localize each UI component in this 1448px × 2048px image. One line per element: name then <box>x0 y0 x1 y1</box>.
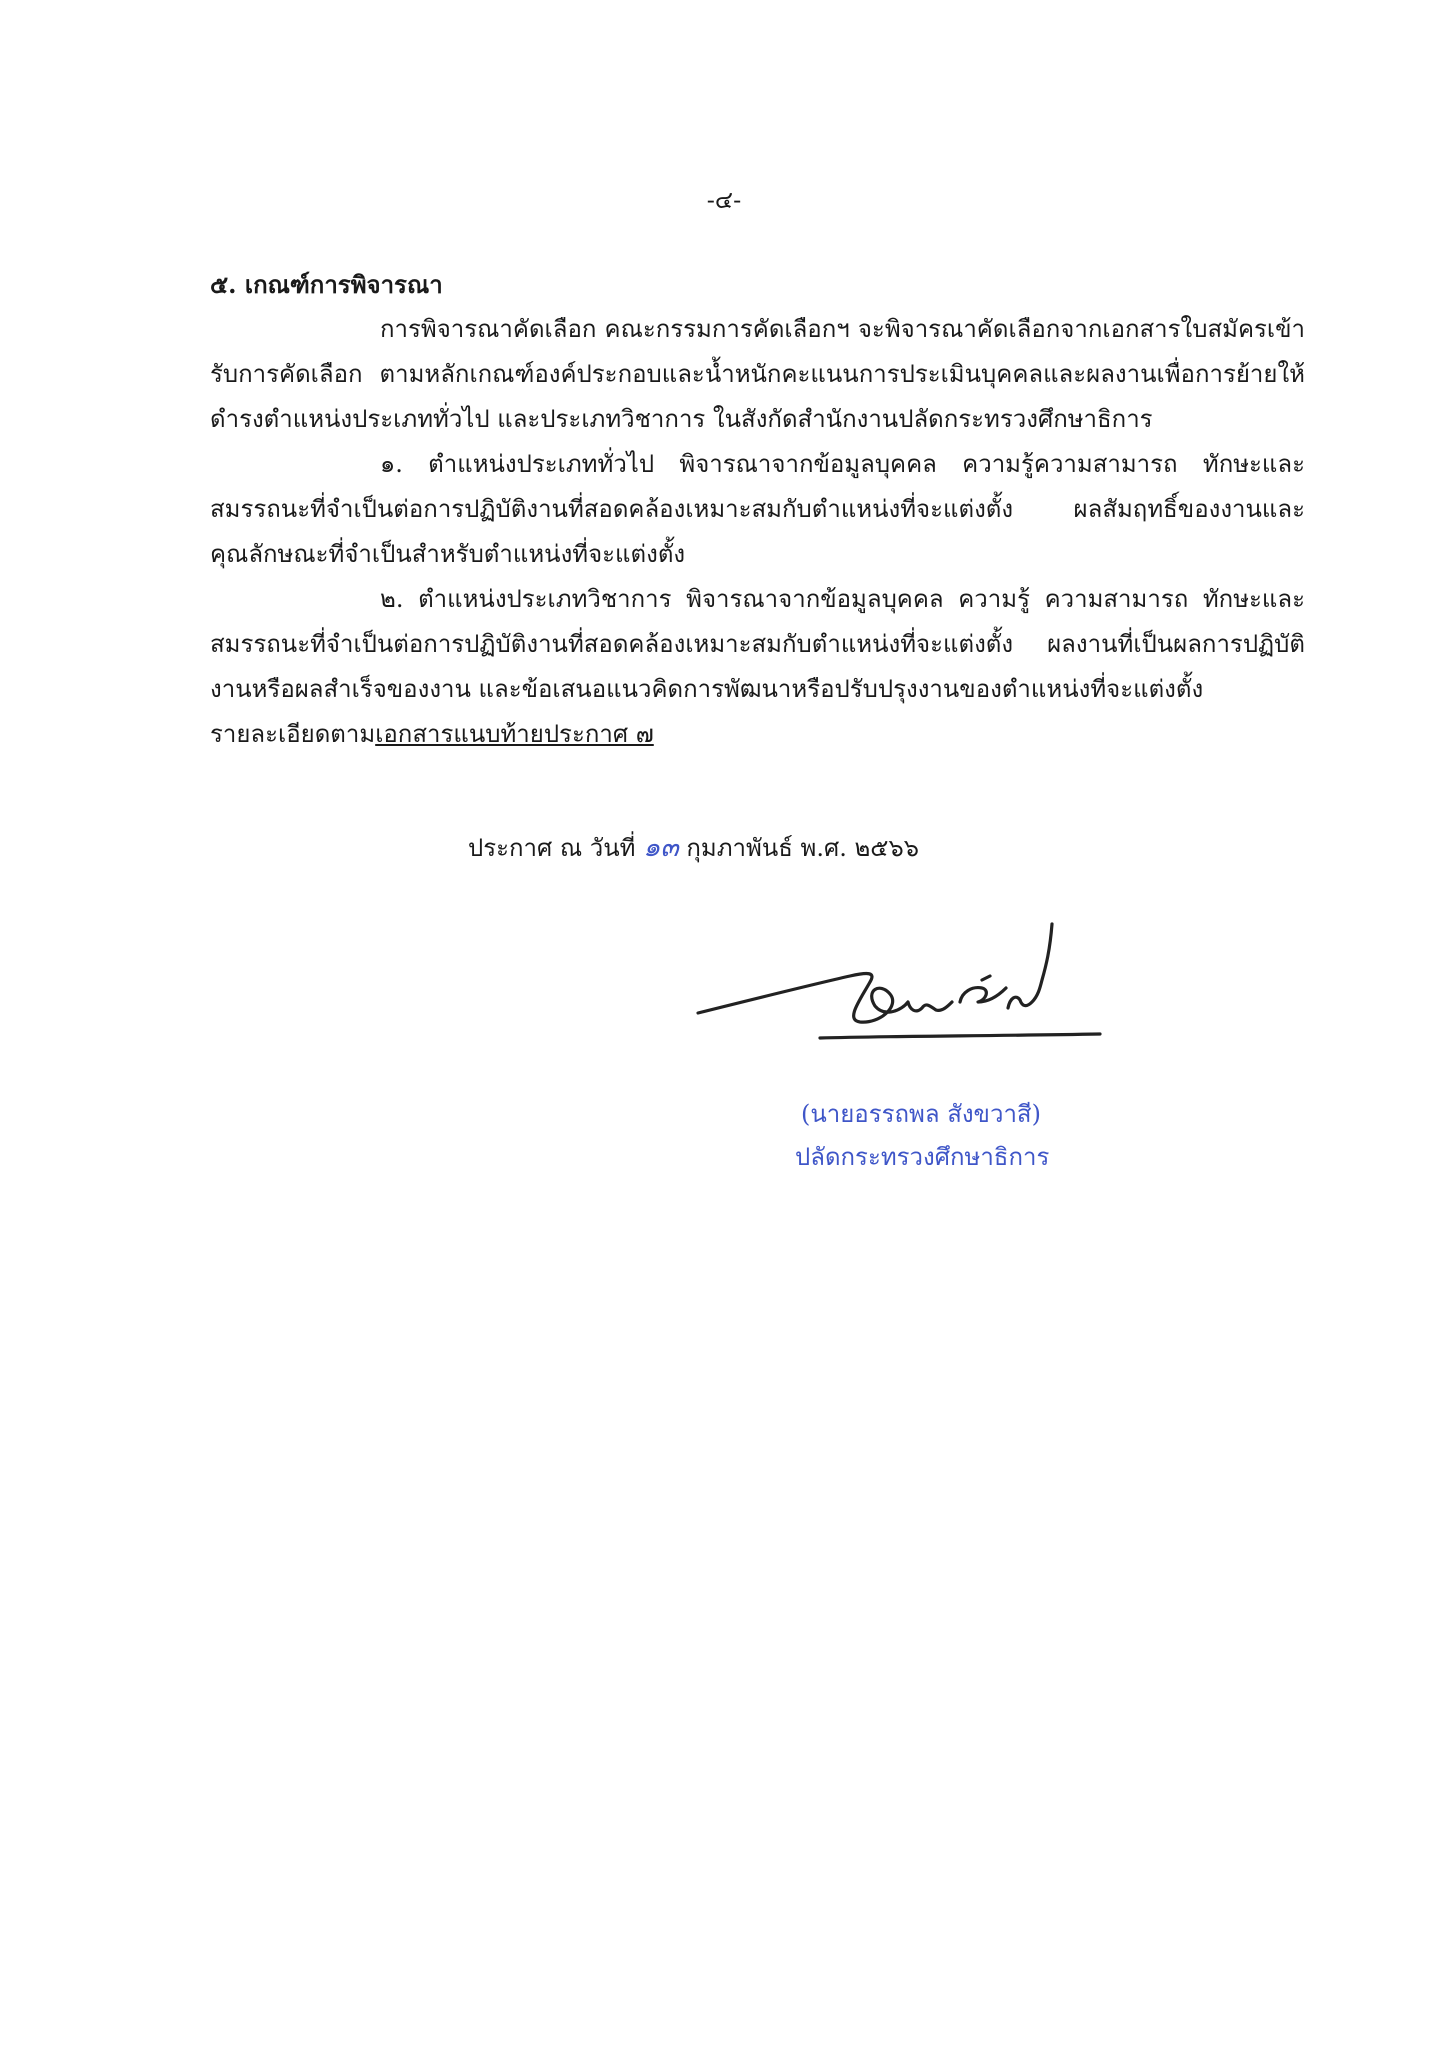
paragraph-intro: การพิจารณาคัดเลือก คณะกรรมการคัดเลือกฯ จะพิจารณาคัดเลือกจากเอกสารใบสมัครเข้ารับการคัดเลือก ตามหลักเกณฑ์องค์ประกอบและน้ำหนักคะแนนการประเมินบุคคลและผลงานเพื่อการย้ายให้ดำรงตำแหน่งประเภททั่วไป และประเภทวิชาการ ในสังกัดสำนักงานปลัดกระทรวงศึกษาธิการ <box>210 315 1305 433</box>
signer-block <box>795 1093 1055 1179</box>
signer-position: ปลัดกระทรวงศึกษาธิการ <box>795 1143 1050 1171</box>
section-criteria <box>210 262 1305 757</box>
handwritten-signature <box>690 910 1110 1060</box>
paragraph-general-position: ๑. ตำแหน่งประเภททั่วไป พิจารณาจากข้อมูลบุคคล ความรู้ความสามารถ ทักษะและสมรรถนะที่จำเป็นต่อการปฏิบัติงานที่สอดคล้องเหมาะสมกับตำแหน่งที่จะแต่งตั้ง ผลสัมฤทธิ์ของงานและคุณลักษณะที่จำเป็นสำหรับตำแหน่งที่จะแต่งตั้ง <box>210 450 1305 568</box>
attachment-reference: เอกสารแนบท้ายประกาศ ๗ <box>375 720 654 748</box>
announcement-date <box>468 825 919 871</box>
announcement-prefix: ประกาศ ณ วันที่ <box>468 834 636 862</box>
details-line <box>210 712 1305 757</box>
page-number: -๔- <box>706 186 742 214</box>
signer-name: (นายอรรถพล สังขวาสี) <box>801 1100 1041 1128</box>
announcement-day: ๑๓ <box>643 832 679 863</box>
announcement-month-year: กุมภาพันธ์ พ.ศ. ๒๕๖๖ <box>686 834 919 862</box>
paragraph-academic-position: ๒. ตำแหน่งประเภทวิชาการ พิจารณาจากข้อมูลบุคคล ความรู้ ความสามารถ ทักษะและสมรรถนะที่จำเป็นต่อการปฏิบัติงานที่สอดคล้องเหมาะสมกับตำแหน่งที่จะแต่งตั้ง ผลงานที่เป็นผลการปฏิบัติงานหรือผลสำเร็จของงาน และข้อเสนอแนวคิดการพัฒนาหรือปรับปรุงงานของตำแหน่งที่จะแต่งตั้ง <box>210 585 1305 703</box>
details-prefix: รายละเอียดตาม <box>210 720 376 748</box>
section-heading: ๕. เกณฑ์การพิจารณา <box>210 270 443 299</box>
